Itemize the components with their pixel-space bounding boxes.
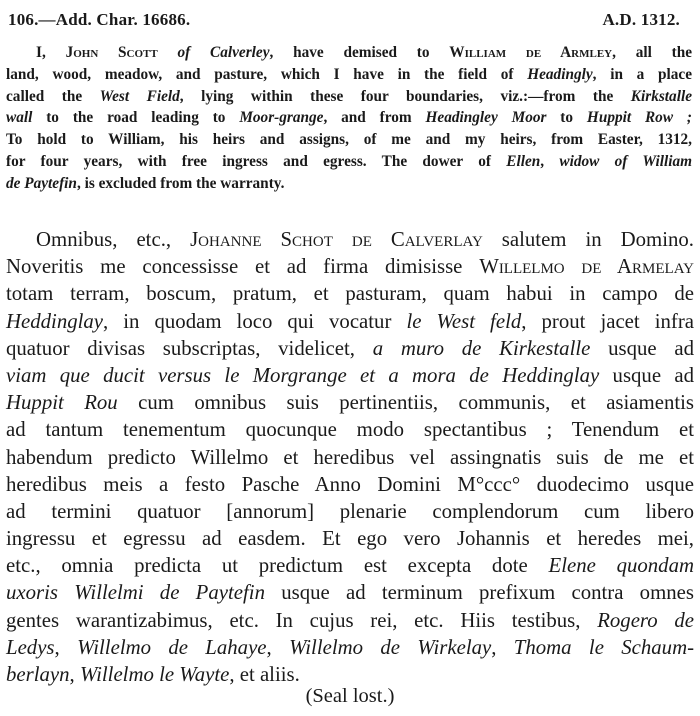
latin-text [6,226,694,688]
seal-note: (Seal lost.) [305,685,395,707]
latin-line: Ledys, Willelmo de Lahaye, Willelmo de Wirkelay, Thoma le Schaum- [6,635,695,659]
summary-line: land, wood, meadow, and pasture, which I have in the field of Headingly, in a place [6,65,692,83]
entry-header [8,10,688,34]
latin-line: Omnibus, etc., Johanne Schot de Calverlay salutem in Domino. [36,228,694,251]
charter-number: 106.—Add. Char. 16686. [8,10,191,29]
latin-line: ingressu et egressu ad easdem. Et ego vero Johannis et heredes mei, [6,527,694,551]
latin-line: ad termini quatuor [annorum] plenarie complendorum cum libero [6,499,694,523]
latin-line: etc., omnia predicta ut predictum est excepta dote Elene quondam [6,554,694,578]
latin-line: berlayn, Willelmo le Wayte, et aliis. [6,663,300,686]
charter-date: A.D. 1312. [602,10,680,29]
latin-line: uxoris Willelmi de Paytefin usque ad terminum prefixum contra omnes [6,581,694,605]
summary-line: To hold to William, his heirs and assigns, of me and my heirs, from Easter, 1312, [6,131,692,149]
latin-line: totam terram, boscum, pratum, et pasturam, quam habui in campo de [6,282,694,306]
latin-line: quatuor divisas subscriptas, videlicet, a muro de Kirkestalle usque ad [6,336,695,360]
summary-line: for four years, with free ingress and egress. The dower of Ellen, widow of William [6,152,692,170]
summary-line: de Paytefin, is excluded from the warranty. [6,174,285,192]
latin-line: Heddinglay, in quodam loco qui vocatur le West feld, prout jacet infra [6,309,694,333]
latin-line: gentes warantizabimus, etc. In cujus rei, etc. Hiis testibus, Rogero de [6,608,695,632]
english-summary [6,42,692,195]
latin-line: Noveritis me concessisse et ad firma dimisisse Willelmo de Armelay [6,255,694,279]
summary-line: I, John Scott of Calverley, have demised to William de Armley, all the [36,44,693,61]
latin-line: ad tantum tenementum quocunque modo spectantibus ; Tenendum et [6,418,694,442]
latin-line: Huppit Rou cum omnibus suis pertinentiis, communis, et asiamentis [6,391,694,415]
latin-line: heredibus meis a festo Pasche Anno Domini M°ccc° duodecimo usque [6,472,694,496]
summary-line: wall to the road leading to Moor-grange, and from Headingley Moor to Huppit Row ; [6,109,692,127]
latin-line: viam que ducit versus le Morgrange et a mora de Heddinglay usque ad [6,363,695,387]
latin-line: habendum predicto Willelmo et heredibus vel assingnatis suis de me et [6,445,694,469]
summary-line: called the West Field, lying within these four boundaries, viz.:—from the Kirkstalle [6,87,692,105]
